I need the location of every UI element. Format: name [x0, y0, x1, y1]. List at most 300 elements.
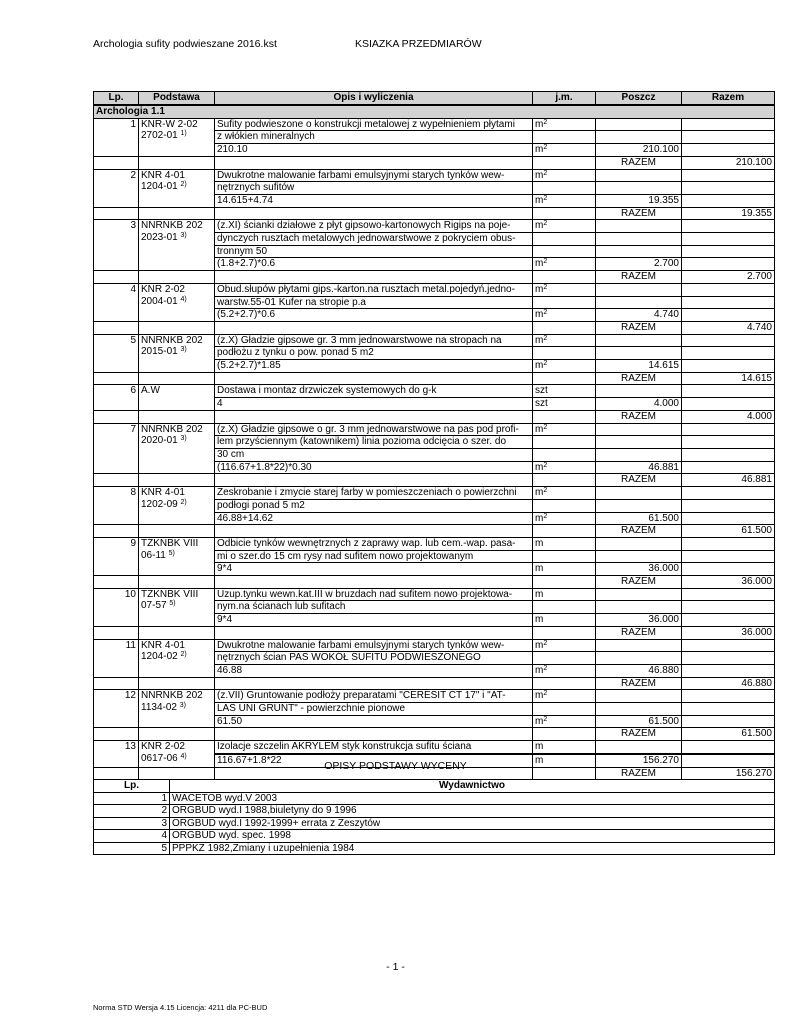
- item-unit: [533, 461, 596, 474]
- item-desc-line: nym.na ścianach lub sufitach: [215, 601, 533, 614]
- unit-label: m: [535, 754, 544, 766]
- unit-label: $m^2$: [535, 512, 548, 524]
- razem-empty: [94, 372, 139, 385]
- item-calc: 46.88: [215, 664, 533, 677]
- item-calc: 210.10: [215, 144, 533, 157]
- razem-empty: [139, 410, 215, 423]
- unit-exponent: 2: [543, 118, 548, 126]
- razem-empty: [215, 321, 533, 334]
- item-unit: [533, 258, 596, 271]
- item-lp: 8: [94, 487, 139, 525]
- item-razem: 4.000: [682, 410, 775, 423]
- item-desc-line: mi o szer.do 15 cm rysy nad sufitem nowo projektowanym: [215, 550, 533, 563]
- item-poszcz: 14.615: [596, 360, 682, 373]
- razem-empty: [94, 156, 139, 169]
- item-razem-empty: [682, 512, 775, 525]
- table-row: [94, 487, 775, 500]
- podstawa-line-1: KNR-W 2-02: [141, 118, 198, 130]
- item-unit: [533, 144, 596, 157]
- podstawa-ref: 3): [180, 232, 187, 240]
- unit-label: $m^2$: [535, 487, 548, 499]
- table-header-row: [94, 92, 775, 106]
- opisy-lp: 1: [94, 792, 170, 805]
- razem-row: [94, 156, 775, 169]
- item-calc: (116.67+1.8*22)*0.30: [215, 461, 533, 474]
- table-row: [94, 283, 775, 296]
- table-row: [94, 639, 775, 652]
- unit-exponent: 2: [543, 639, 548, 647]
- item-poszcz-empty: [596, 233, 682, 246]
- item-razem-empty: [682, 537, 775, 550]
- item-razem: 19.355: [682, 207, 775, 220]
- item-razem: 46.881: [682, 474, 775, 487]
- item-poszcz-empty: [596, 588, 682, 601]
- unit-exponent: 2: [543, 309, 548, 317]
- unit-label: szt: [535, 398, 548, 410]
- item-desc-line: Izolacje szczelin AKRYLEM styk konstrukcja sufitu ściana: [215, 741, 533, 754]
- unit-label: m: [535, 614, 544, 626]
- unit-exponent: 2: [543, 360, 548, 368]
- razem-row: [94, 474, 775, 487]
- item-desc-line: lem przyściennym (katownikem) linia pozioma odcięcia o szer. do: [215, 436, 533, 449]
- item-desc-line: Uzup.tynku wewn.kat.III w bruzdach nad sufitem nowo projektowa-: [215, 588, 533, 601]
- item-unit: [533, 703, 596, 716]
- razem-empty: [139, 271, 215, 284]
- item-calc: 14.615+4.74: [215, 194, 533, 207]
- item-unit: [533, 296, 596, 309]
- item-razem: 156.270: [682, 767, 775, 780]
- razem-empty: [215, 372, 533, 385]
- item-lp: 6: [94, 385, 139, 410]
- podstawa-line-2: [141, 346, 212, 358]
- item-razem-empty: [682, 194, 775, 207]
- item-razem-empty: [682, 703, 775, 716]
- razem-empty: [94, 626, 139, 639]
- razem-row: [94, 271, 775, 284]
- item-razem: 4.740: [682, 321, 775, 334]
- razem-row: [94, 410, 775, 423]
- item-podstawa: [139, 220, 215, 271]
- razem-row: [94, 372, 775, 385]
- razem-empty: [139, 576, 215, 589]
- item-poszcz-empty: [596, 347, 682, 360]
- item-unit: [533, 614, 596, 627]
- podstawa-code: 2702-01: [141, 130, 178, 142]
- unit-exponent: 2: [543, 715, 548, 723]
- item-desc-line: Dwukrotne malowanie farbami emulsyjnymi starych tynków wew-: [215, 639, 533, 652]
- item-desc-line: (z.VII) Gruntowanie podłoży preparatami "CERESIT CT 17" i "AT-: [215, 690, 533, 703]
- razem-empty: [533, 271, 596, 284]
- razem-empty: [533, 677, 596, 690]
- unit-label: $m^2$: [535, 118, 548, 130]
- podstawa-ref: 3): [180, 346, 187, 354]
- item-desc-line: Dostawa i montaz drzwiczek systemowych do g-k: [215, 385, 533, 398]
- col-header-jm: j.m.: [533, 92, 596, 106]
- item-unit: [533, 385, 596, 398]
- razem-empty: [139, 207, 215, 220]
- podstawa-line-1: A.W: [141, 385, 160, 397]
- item-podstawa: [139, 690, 215, 728]
- podstawa-line-2: [141, 499, 212, 511]
- podstawa-line-2: [141, 296, 212, 308]
- unit-label: $m^2$: [535, 194, 548, 206]
- unit-exponent: 2: [543, 664, 548, 672]
- unit-exponent: 2: [543, 690, 548, 698]
- item-razem-empty: [682, 182, 775, 195]
- podstawa-line-1: NNRNKB 202: [141, 423, 203, 435]
- razem-empty: [215, 410, 533, 423]
- opisy-lp: 4: [94, 830, 170, 843]
- opisy-text: WACETOB wyd.V 2003: [170, 792, 775, 805]
- item-desc-line: Dwukrotne malowanie farbami emulsyjnymi starych tynków wew-: [215, 169, 533, 182]
- item-unit: [533, 118, 596, 131]
- opisy-table: [93, 779, 775, 855]
- unit-exponent: 2: [543, 169, 548, 177]
- item-razem-empty: [682, 233, 775, 246]
- razem-empty: [139, 626, 215, 639]
- col-header-opis: Opis i wyliczenia: [215, 92, 533, 106]
- podstawa-line-2: [141, 600, 212, 612]
- podstawa-line-2: [141, 435, 212, 447]
- razem-empty: [533, 321, 596, 334]
- item-unit: [533, 245, 596, 258]
- podstawa-line-1: KNR 4-01: [141, 487, 185, 499]
- item-calc: 116.67+1.8*22: [215, 754, 533, 767]
- table-row: [94, 741, 775, 754]
- item-unit: [533, 487, 596, 500]
- item-podstawa: [139, 487, 215, 525]
- item-poszcz: 61.500: [596, 512, 682, 525]
- item-poszcz: 46.881: [596, 461, 682, 474]
- item-podstawa: [139, 423, 215, 474]
- item-poszcz-empty: [596, 283, 682, 296]
- opisy-lp: 3: [94, 817, 170, 830]
- opisy-header-row: [94, 780, 775, 793]
- item-desc-line: nętrznych sufitów: [215, 182, 533, 195]
- podstawa-ref: 5): [168, 549, 175, 557]
- item-unit: [533, 220, 596, 233]
- item-unit: [533, 194, 596, 207]
- podstawa-line-1: NNRNKB 202: [141, 690, 203, 702]
- item-unit: [533, 347, 596, 360]
- item-razem-empty: [682, 144, 775, 157]
- item-calc: 61.50: [215, 715, 533, 728]
- opisy-text: PPPKZ 1982,Zmiany i uzupełnienia 1984: [170, 842, 775, 855]
- item-unit: [533, 639, 596, 652]
- item-podstawa: [139, 169, 215, 207]
- item-poszcz: 19.355: [596, 194, 682, 207]
- item-unit: [533, 690, 596, 703]
- podstawa-line-1: NNRNKB 202: [141, 334, 203, 346]
- item-poszcz-empty: [596, 296, 682, 309]
- item-desc-line: dynczych rusztach metalowych jednowarstwowe z pokryciem obus-: [215, 233, 533, 246]
- unit-label: $m^2$: [535, 664, 548, 676]
- item-razem-empty: [682, 499, 775, 512]
- razem-empty: [215, 474, 533, 487]
- unit-exponent: 2: [543, 144, 548, 152]
- razem-empty: [215, 156, 533, 169]
- podstawa-ref: 4): [180, 752, 187, 760]
- item-poszcz-empty: [596, 448, 682, 461]
- item-razem-empty: [682, 741, 775, 754]
- podstawa-code: 1204-02: [141, 651, 178, 663]
- item-razem: 61.500: [682, 728, 775, 741]
- item-podstawa: [139, 385, 215, 410]
- item-unit: [533, 309, 596, 322]
- item-unit: [533, 563, 596, 576]
- item-podstawa: [139, 639, 215, 677]
- razem-empty: [533, 207, 596, 220]
- unit-exponent: 2: [543, 220, 548, 228]
- podstawa-line-2: [141, 232, 212, 244]
- item-poszcz: 46.880: [596, 664, 682, 677]
- table-row: [94, 118, 775, 131]
- item-unit: [533, 283, 596, 296]
- unit-label: $m^2$: [535, 461, 548, 473]
- section-row: [94, 105, 775, 118]
- item-razem: 2.700: [682, 271, 775, 284]
- item-podstawa: [139, 334, 215, 372]
- unit-exponent: 2: [543, 334, 548, 342]
- item-poszcz: 4.000: [596, 398, 682, 411]
- unit-exponent: 2: [543, 194, 548, 202]
- item-razem-empty: [682, 588, 775, 601]
- item-poszcz: 4.740: [596, 309, 682, 322]
- unit-label: $m^2$: [535, 220, 548, 232]
- item-unit: [533, 233, 596, 246]
- unit-label: m: [535, 741, 544, 753]
- item-poszcz-empty: [596, 118, 682, 131]
- podstawa-ref: 4): [180, 295, 187, 303]
- razem-empty: [94, 525, 139, 538]
- razem-label: RAZEM: [596, 728, 682, 741]
- item-unit: [533, 182, 596, 195]
- item-unit: [533, 334, 596, 347]
- item-poszcz-empty: [596, 537, 682, 550]
- item-poszcz-empty: [596, 487, 682, 500]
- opisy-title: OPISY PODSTAWY WYCENY: [324, 760, 467, 772]
- razem-empty: [215, 677, 533, 690]
- razem-empty: [533, 156, 596, 169]
- razem-empty: [94, 576, 139, 589]
- item-razem-empty: [682, 690, 775, 703]
- item-unit: [533, 360, 596, 373]
- item-razem: 210.100: [682, 156, 775, 169]
- podstawa-line-2: [141, 550, 212, 562]
- podstawa-code: 1202-09: [141, 498, 178, 510]
- razem-empty: [139, 474, 215, 487]
- item-razem: 61.500: [682, 525, 775, 538]
- razem-label: RAZEM: [596, 677, 682, 690]
- item-unit: [533, 131, 596, 144]
- opisy-row: [94, 792, 775, 805]
- item-calc: (5.2+2.7)*0.6: [215, 309, 533, 322]
- razem-row: [94, 677, 775, 690]
- opisy-text: ORGBUD wyd.I 1992-1999+ errata z Zeszytów: [170, 817, 775, 830]
- item-unit: [533, 423, 596, 436]
- item-poszcz-empty: [596, 690, 682, 703]
- item-lp: 5: [94, 334, 139, 372]
- item-lp: 4: [94, 283, 139, 321]
- item-desc-line: Odbicie tynków wewnętrznych z zaprawy wap. lub cem.-wap. pasa-: [215, 537, 533, 550]
- col-header-razem: Razem: [682, 92, 775, 106]
- item-unit: [533, 588, 596, 601]
- item-razem-empty: [682, 347, 775, 360]
- unit-label: $m^2$: [535, 690, 548, 702]
- item-razem-empty: [682, 715, 775, 728]
- podstawa-code: 1134-02: [141, 702, 177, 714]
- razem-empty: [533, 410, 596, 423]
- item-calc: 9*4: [215, 614, 533, 627]
- item-calc: 4: [215, 398, 533, 411]
- razem-label: RAZEM: [596, 410, 682, 423]
- podstawa-code: 1204-01: [141, 181, 178, 193]
- item-razem: 36.000: [682, 626, 775, 639]
- item-poszcz-empty: [596, 601, 682, 614]
- razem-empty: [94, 207, 139, 220]
- item-razem-empty: [682, 601, 775, 614]
- item-lp: 11: [94, 639, 139, 677]
- item-poszcz-empty: [596, 182, 682, 195]
- unit-label: m: [535, 563, 544, 575]
- podstawa-line-1: KNR 4-01: [141, 169, 185, 181]
- table-row: [94, 220, 775, 233]
- col-header-poszcz: Poszcz: [596, 92, 682, 106]
- razem-empty: [215, 576, 533, 589]
- unit-exponent: 2: [543, 283, 548, 291]
- razem-label: RAZEM: [596, 767, 682, 780]
- unit-label: m: [535, 537, 544, 549]
- podstawa-ref: 1): [180, 130, 187, 138]
- item-poszcz: 156.270: [596, 754, 682, 767]
- podstawa-line-2: [141, 181, 212, 193]
- razem-empty: [139, 728, 215, 741]
- item-poszcz-empty: [596, 131, 682, 144]
- razem-empty: [139, 677, 215, 690]
- podstawa-line-2: [141, 651, 212, 663]
- item-razem-empty: [682, 220, 775, 233]
- razem-empty: [94, 474, 139, 487]
- item-poszcz-empty: [596, 169, 682, 182]
- item-poszcz: 210.100: [596, 144, 682, 157]
- przedmiar-table: [93, 91, 775, 780]
- item-desc-line: 30 cm: [215, 448, 533, 461]
- item-razem-empty: [682, 131, 775, 144]
- item-razem-empty: [682, 487, 775, 500]
- razem-empty: [139, 156, 215, 169]
- item-poszcz-empty: [596, 423, 682, 436]
- item-razem-empty: [682, 563, 775, 576]
- page-number: - 1 -: [386, 961, 405, 973]
- razem-label: RAZEM: [596, 576, 682, 589]
- unit-label: $m^2$: [535, 169, 548, 181]
- unit-label: m: [535, 588, 544, 600]
- razem-label: RAZEM: [596, 626, 682, 639]
- item-calc: 9*4: [215, 563, 533, 576]
- table-row: [94, 385, 775, 398]
- item-poszcz-empty: [596, 334, 682, 347]
- razem-empty: [139, 525, 215, 538]
- item-razem: 36.000: [682, 576, 775, 589]
- razem-empty: [94, 410, 139, 423]
- item-razem-empty: [682, 461, 775, 474]
- podstawa-line-1: NNRNKB 202: [141, 220, 203, 232]
- razem-label: RAZEM: [596, 321, 682, 334]
- table-row: [94, 334, 775, 347]
- unit-exponent: 2: [543, 258, 548, 266]
- podstawa-line-1: TZKNBK VIII: [141, 588, 199, 600]
- podstawa-ref: 3): [180, 435, 187, 443]
- podstawa-code: 2020-01: [141, 435, 178, 447]
- unit-label: $m^2$: [535, 283, 548, 295]
- col-header-lp: Lp.: [94, 92, 139, 106]
- unit-exponent: 2: [543, 461, 548, 469]
- unit-label: $m^2$: [535, 258, 548, 270]
- item-lp: 10: [94, 588, 139, 626]
- razem-row: [94, 728, 775, 741]
- unit-exponent: 2: [543, 487, 548, 495]
- item-desc-line: podłożu z tynku o pow. ponad 5 m2: [215, 347, 533, 360]
- item-lp: 9: [94, 537, 139, 575]
- unit-label: $m^2$: [535, 715, 548, 727]
- razem-row: [94, 626, 775, 639]
- item-unit: [533, 448, 596, 461]
- item-razem-empty: [682, 385, 775, 398]
- item-podstawa: [139, 118, 215, 156]
- podstawa-line-1: KNR 2-02: [141, 283, 185, 295]
- item-poszcz: 2.700: [596, 258, 682, 271]
- item-desc-line: warstw.55-01 Kufer na stropie p.a: [215, 296, 533, 309]
- item-unit: [533, 169, 596, 182]
- item-razem-empty: [682, 550, 775, 563]
- podstawa-code: 0617-06: [141, 752, 178, 764]
- item-desc-line: Sufity podwieszone o konstrukcji metalowej z wypełnieniem płytami: [215, 118, 533, 131]
- razem-empty: [94, 321, 139, 334]
- opisy-col-wydawnictwo: Wydawnictwo: [170, 780, 775, 793]
- item-razem-empty: [682, 398, 775, 411]
- item-razem-empty: [682, 448, 775, 461]
- razem-empty: [139, 321, 215, 334]
- item-desc-line: Obud.słupów płytami gips.-karton.na rusztach metal.pojedyń.jedno-: [215, 283, 533, 296]
- razem-empty: [215, 271, 533, 284]
- item-desc-line: (z.X) Gładzie gipsowe gr. 3 mm jednowarstwowe na stropach na: [215, 334, 533, 347]
- item-unit: [533, 664, 596, 677]
- item-poszcz-empty: [596, 220, 682, 233]
- item-razem-empty: [682, 258, 775, 271]
- item-poszcz-empty: [596, 639, 682, 652]
- item-razem-empty: [682, 436, 775, 449]
- podstawa-line-2: [141, 130, 212, 142]
- item-unit: [533, 741, 596, 754]
- opisy-row: [94, 817, 775, 830]
- razem-empty: [139, 372, 215, 385]
- item-unit: [533, 512, 596, 525]
- table-row: [94, 588, 775, 601]
- razem-empty: [215, 525, 533, 538]
- item-desc-line: tronnym 50: [215, 245, 533, 258]
- item-razem-empty: [682, 296, 775, 309]
- item-lp: 3: [94, 220, 139, 271]
- item-calc: 46.88+14.62: [215, 512, 533, 525]
- item-unit: [533, 550, 596, 563]
- podstawa-code: 2015-01: [141, 346, 178, 358]
- podstawa-ref: 2): [180, 651, 187, 659]
- item-unit: [533, 436, 596, 449]
- razem-row: [94, 525, 775, 538]
- razem-empty: [533, 525, 596, 538]
- table-row: [94, 690, 775, 703]
- razem-label: RAZEM: [596, 525, 682, 538]
